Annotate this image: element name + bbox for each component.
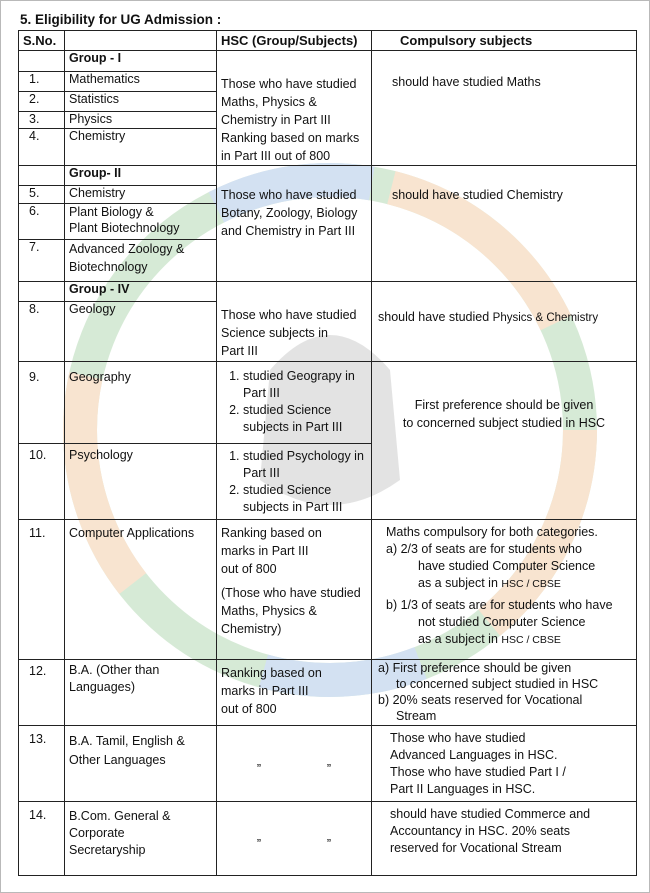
header-sno: S.No.	[19, 31, 65, 51]
sno-6: 6.	[19, 204, 65, 240]
sno-5: 5.	[19, 186, 65, 204]
subject-6: Plant Biology & Plant Biotechnology	[65, 204, 217, 240]
eligibility-table	[18, 30, 637, 876]
sno-12: 12.	[19, 660, 65, 726]
table-header-row	[19, 31, 637, 51]
header-hsc: HSC (Group/Subjects)	[217, 31, 372, 51]
subject-5: Chemistry	[65, 186, 217, 204]
row14-compulsory: should have studied Commerce and Accountancy in HSC. 20% seats reserved for Vocational Stream	[372, 802, 637, 876]
subject-9: Geography	[65, 362, 217, 444]
row9-hsc: 1. studied Geograpy in Part III 2. studied Science subjects in Part III	[217, 362, 372, 444]
subject-2: Statistics	[65, 92, 217, 112]
row12-hsc: Ranking based on marks in Part III out of 800	[217, 660, 372, 726]
row13-compulsory: Those who have studied Advanced Languages in HSC. Those who have studied Part I / Part II Languages in HSC.	[372, 726, 637, 802]
section-heading: 5. Eligibility for UG Admission :	[20, 12, 222, 27]
group1-hsc: Those who have studied Maths, Physics & Chemistry in Part III Ranking based on marks in Part III out of 800	[217, 51, 372, 166]
subject-12: B.A. (Other than Languages)	[65, 660, 217, 726]
subject-13: B.A. Tamil, English & Other Languages	[65, 726, 217, 802]
group1-compulsory: should have studied Maths	[372, 51, 637, 166]
header-compulsory: Compulsory subjects	[372, 31, 637, 51]
subject-1: Mathematics	[65, 71, 217, 92]
row14-hsc-ditto: ” ”	[217, 802, 372, 876]
subject-14: B.Com. General & Corporate Secretaryship	[65, 802, 217, 876]
subject-8: Geology	[65, 302, 217, 362]
subject-7: Advanced Zoology & Biotechnology	[65, 240, 217, 282]
row12-compulsory: a) First preference should be given to concerned subject studied in HSC b) 20% seats reserved for Vocational Stream	[372, 660, 637, 726]
subject-3: Physics	[65, 111, 217, 128]
sno-9: 9.	[19, 362, 65, 444]
group2-compulsory: should have studied Chemistry	[372, 166, 637, 282]
sno-14: 14.	[19, 802, 65, 876]
row10-hsc: 1. studied Psychology in Part III 2. studied Science subjects in Part III	[217, 444, 372, 520]
row9-10-compulsory: First preference should be given to concerned subject studied in HSC	[372, 362, 637, 520]
group2-title: Group- II	[65, 166, 217, 186]
group2-hsc: Those who have studied Botany, Zoology, Biology and Chemistry in Part III	[217, 166, 372, 282]
subject-11: Computer Applications	[65, 520, 217, 660]
sno-7: 7.	[19, 240, 65, 282]
sno-3: 3.	[19, 111, 65, 128]
row8-compulsory: should have studied Physics & Chemistry	[372, 282, 637, 362]
sno-8: 8.	[19, 302, 65, 362]
row13-hsc-ditto: ” ”	[217, 726, 372, 802]
row8-hsc: Those who have studied Science subjects in Part III	[217, 282, 372, 362]
group4-title: Group - IV	[65, 282, 217, 302]
row11-hsc: Ranking based on marks in Part III out of 800 (Those who have studied Maths, Physics & Chemistry)	[217, 520, 372, 660]
subject-4: Chemistry	[65, 129, 217, 166]
sno-4: 4.	[19, 129, 65, 166]
sno-10: 10.	[19, 444, 65, 520]
row11-compulsory: Maths compulsory for both categories. a) 2/3 of seats are for students who have studied Computer Science as a subject in HSC / CBSE b) 1/3 of seats are for students who have not studied Computer Science as a subject in HSC / CBSE	[372, 520, 637, 660]
header-subject	[65, 31, 217, 51]
sno-2: 2.	[19, 92, 65, 112]
sno-11: 11.	[19, 520, 65, 660]
subject-10: Psychology	[65, 444, 217, 520]
sno-1: 1.	[19, 71, 65, 92]
group1-title: Group - I	[65, 51, 217, 72]
sno-13: 13.	[19, 726, 65, 802]
